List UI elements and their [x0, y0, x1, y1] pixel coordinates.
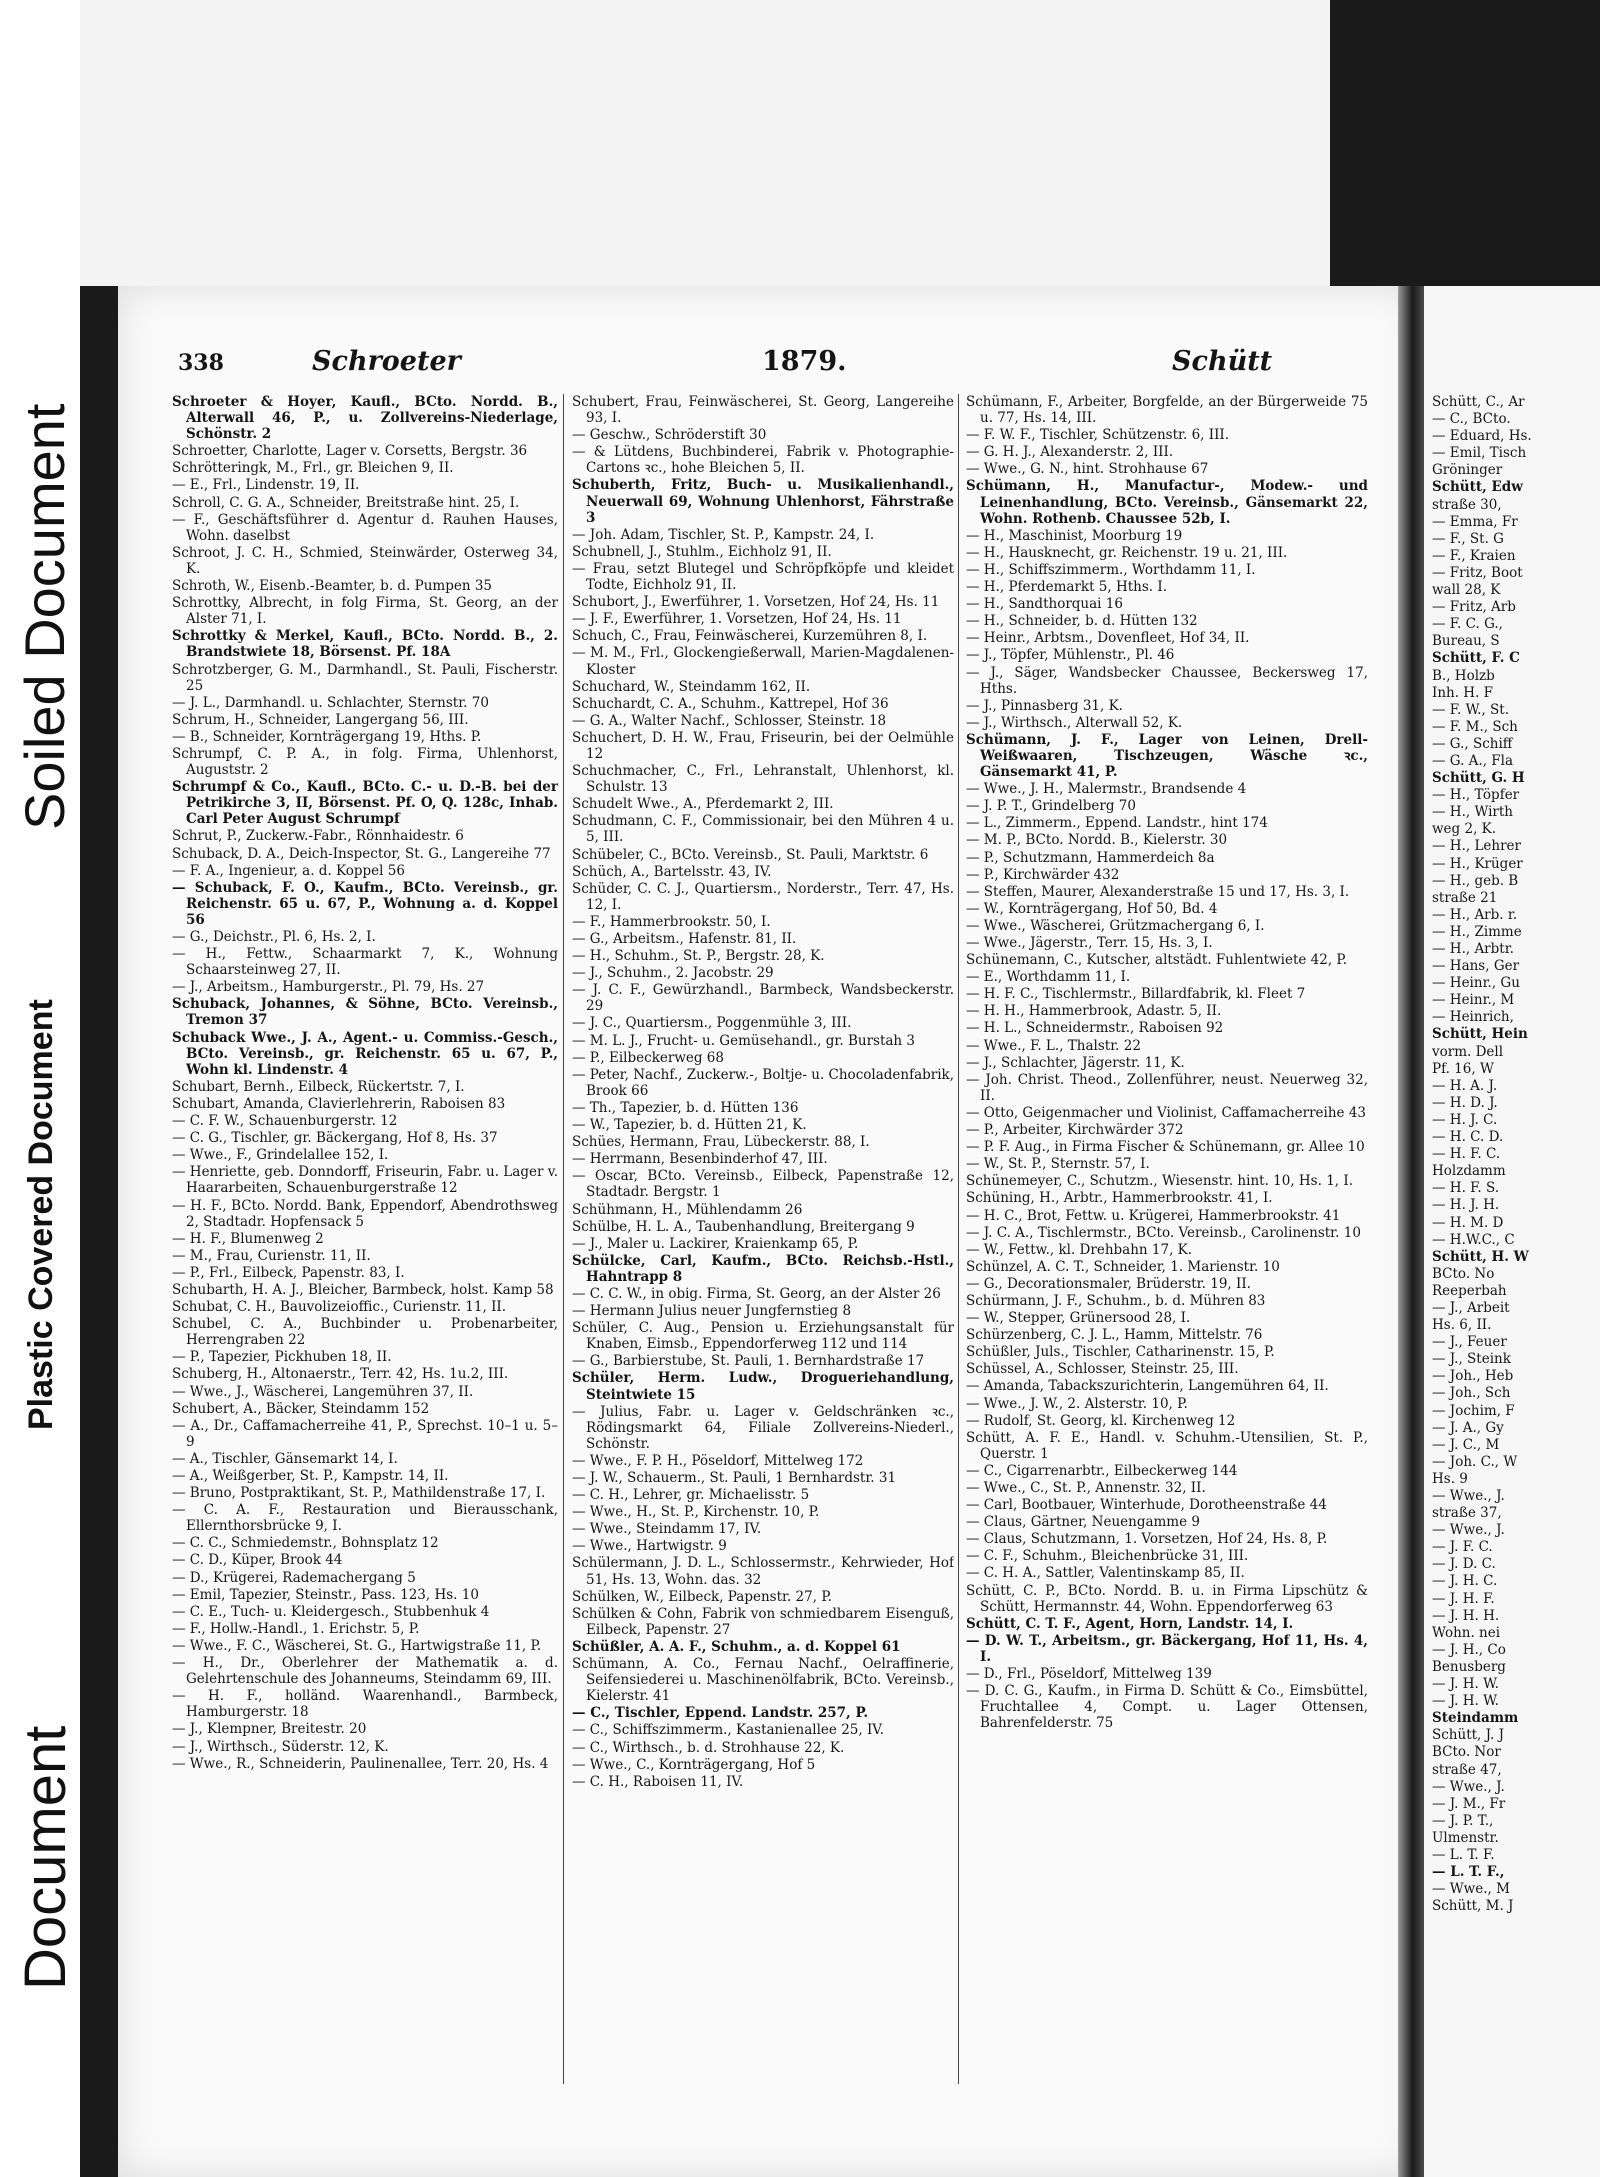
directory-entry: — H., Arbtr. — [1432, 941, 1514, 957]
directory-entry: Schüssel, A., Schlosser, Steinstr. 25, III. — [966, 1361, 1239, 1378]
directory-entry: — Bruno, Postpraktikant, St. P., Mathildenstraße 17, I. — [172, 1485, 546, 1502]
directory-entry: Schüning, H., Arbtr., Hammerbrookstr. 41, I. — [966, 1190, 1273, 1207]
directory-entry: — E., Worthdamm 11, I. — [966, 969, 1131, 986]
directory-entry: Schrötteringk, M., Frl., gr. Bleichen 9, II. — [172, 460, 454, 477]
directory-entry: — F., Kraien — [1432, 547, 1516, 564]
directory-entry: Schütt, C. T. F., Agent, Horn, Landstr. 14, I. — [966, 1615, 1294, 1632]
directory-entry: — D., Frl., Pöseldorf, Mittelweg 139 — [966, 1666, 1212, 1683]
directory-entry: straße 37, — [1432, 1505, 1502, 1522]
directory-entry: Schubort, J., Ewerführer, 1. Vorsetzen, Hof 24, Hs. 11 — [572, 594, 940, 611]
directory-entry: Schuberg, H., Altonaerstr., Terr. 42, Hs. 1u.2, III. — [172, 1366, 509, 1383]
directory-entry: — W., Tapezier, b. d. Hütten 21, K. — [572, 1117, 807, 1134]
directory-entry: — F. A., Ingenieur, a. d. Koppel 56 — [172, 862, 405, 879]
directory-entry: — J. P. T., — [1432, 1812, 1494, 1829]
directory-entry: — Joh. Adam, Tischler, St. P., Kampstr. 24, I. — [572, 526, 875, 543]
directory-entry: — P., Schutzmann, Hammerdeich 8a — [966, 849, 1215, 866]
directory-entry: Bureau, S — [1432, 633, 1500, 650]
directory-entry: — D. C. G., Kaufm., in Firma D. Schütt & Co., Eimsbüttel, Fruchtallee 4, Compt. u. Lager Ottensen, Bahrenfelderstr. 75 — [966, 1683, 1368, 1732]
directory-entry: — Th., Tapezier, b. d. Hütten 136 — [572, 1099, 799, 1116]
directory-entry: — L. T. F., — [1432, 1864, 1505, 1881]
directory-entry: Schütt, H. W — [1432, 1248, 1529, 1265]
directory-entry: — H. C. D. — [1432, 1129, 1504, 1146]
directory-entry: — J., Klempner, Breitestr. 20 — [172, 1721, 367, 1738]
directory-entry: — J. W., Schauerm., St. Pauli, 1 Bernhardstr. 31 — [572, 1470, 897, 1486]
directory-entry: Schrut, P., Zuckerw.-Fabr., Rönnhaidestr. 6 — [172, 828, 464, 845]
directory-entry: — Heinr., Arbtsm., Dovenfleet, Hof 34, II. — [966, 630, 1250, 647]
directory-entry: Schrumpf, C. P. A., in folg. Firma, Uhlenhorst, Auguststr. 2 — [172, 745, 558, 779]
directory-entry: — Wwe., Wäscherei, Grützmachergang 6, I. — [966, 917, 1265, 934]
directory-entry: — H., Sandthorquai 16 — [966, 596, 1123, 613]
directory-entry: Schümann, F., Arbeiter, Borgfelde, an der Bürgerweide 75 u. 77, Hs. 14, III. — [966, 394, 1368, 427]
directory-entry: — Wwe., J. — [1432, 1522, 1505, 1539]
directory-entry: — J. C. F., Gewürzhandl., Barmbeck, Wandsbeckerstr. 29 — [572, 982, 954, 1015]
directory-entry: — J., Feuer — [1432, 1334, 1507, 1351]
directory-entry: Schrottky & Merkel, Kaufl., BCto. Nordd. B., 2. Brandstwiete 18, Börsenst. Pf. 18A — [172, 628, 558, 661]
directory-entry: — C., Tischler, Eppend. Landstr. 257, P. — [572, 1705, 869, 1722]
directory-entry: BCto. No — [1432, 1265, 1495, 1282]
directory-entry: Schünemann, C., Kutscher, altstädt. Fuhlentwiete 42, P. — [966, 952, 1348, 969]
directory-entry: Schubel, C. A., Buchbinder u. Probenarbeiter, Herrengraben 22 — [172, 1316, 558, 1349]
directory-entry: — Julius, Fabr. u. Lager v. Geldschränken ꝛc., Rödingsmarkt 64, Filiale Zollvereins-Niederl., Schönstr. — [572, 1403, 954, 1452]
directory-entry: — B., Schneider, Kornträgergang 19, Hths. P. — [172, 728, 482, 745]
directory-entry: — C., Cigarrenarbtr., Eilbeckerweg 144 — [966, 1462, 1238, 1479]
directory-entry: — Fritz, Arb — [1432, 599, 1516, 616]
directory-entry: — Wwe., J., Wäscherei, Langemühren 37, II. — [172, 1383, 474, 1400]
directory-entry: Wohn. nei — [1432, 1624, 1501, 1641]
directory-entry: — J., Wirthsch., Süderstr. 12, K. — [172, 1738, 389, 1755]
directory-entry: Schütt, Hein — [1432, 1026, 1528, 1043]
directory-entry: — Wwe., F. P. H., Pöseldorf, Mittelweg 172 — [572, 1452, 864, 1469]
directory-entry: — Wwe., C., Kornträgergang, Hof 5 — [572, 1756, 816, 1773]
directory-entry: Hs. 6, II. — [1432, 1317, 1492, 1334]
directory-entry: Benusberg — [1432, 1658, 1506, 1675]
directory-entry: — Wwe., G. N., hint. Strohhause 67 — [966, 461, 1209, 478]
directory-entry: — J. L., Darmhandl. u. Schlachter, Sternstr. 70 — [172, 694, 489, 711]
directory-entry: Schümann, J. F., Lager von Leinen, Drell-Weißwaaren, Tischzeugen, Wäsche ꝛc., Gänsemarkt 41, P. — [966, 731, 1368, 781]
directory-entry: — Wwe., Steindamm 17, IV. — [572, 1521, 762, 1538]
directory-entry: — Wwe., C., St. P., Annenstr. 32, II. — [966, 1480, 1206, 1496]
directory-entry: — Schuback, F. O., Kaufm., BCto. Vereinsb., gr. Reichenstr. 65 u. 67, P., Wohnung a. d. Koppel 56 — [172, 879, 558, 928]
directory-entry: — J. H. C. — [1432, 1573, 1498, 1590]
directory-entry: — G. A., Fla — [1432, 752, 1514, 769]
directory-entry: — P., Frl., Eilbeck, Papenstr. 83, I. — [172, 1264, 405, 1281]
directory-column-1 — [172, 394, 558, 2094]
directory-entry: — J. P. T., Grindelberg 70 — [966, 798, 1136, 815]
directory-entry: — L., Zimmerm., Eppend. Landstr., hint 174 — [966, 815, 1268, 832]
directory-entry: Schütt, Edw — [1432, 479, 1523, 496]
directory-entry: — J. H. W. — [1432, 1676, 1499, 1693]
directory-entry: — C. F. W., Schauenburgerstr. 12 — [172, 1113, 398, 1130]
directory-entry: — F. M., Sch — [1432, 718, 1518, 735]
directory-entry: — J., Schuhm., 2. Jacobstr. 29 — [572, 965, 774, 982]
directory-entry: — W., St. P., Sternstr. 57, I. — [966, 1156, 1150, 1173]
directory-entry: — G., Schiff — [1432, 735, 1513, 752]
directory-entry: — W., Stepper, Grünersood 28, I. — [966, 1310, 1191, 1327]
directory-entry: — Joh. Christ. Theod., Zollenführer, neust. Neuerweg 32, II. — [966, 1071, 1368, 1104]
directory-entry: Schrotzberger, G. M., Darmhandl., St. Pauli, Fischerstr. 25 — [172, 661, 558, 694]
directory-entry: — A., Dr., Caffamacherreihe 41, P., Sprechst. 10–1 u. 5–9 — [172, 1417, 558, 1450]
directory-entry: Schuback Wwe., J. A., Agent.- u. Commiss.-Gesch., BCto. Vereinsb., gr. Reichenstr. 65 u. 67, P., Wohn kl. Lindenstr. 4 — [172, 1029, 558, 1078]
directory-entry: — Wwe., Hartwigstr. 9 — [572, 1538, 727, 1555]
directory-entry: — Wwe., J. — [1432, 1778, 1505, 1795]
directory-entry: — Wwe., Jägerstr., Terr. 15, Hs. 3, I. — [966, 935, 1213, 951]
directory-entry: Steindamm — [1432, 1710, 1519, 1727]
directory-entry: Schüler, Herm. Ludw., Drogueriehandlung, Steintwiete 15 — [572, 1370, 954, 1403]
directory-entry: — Heinr., Gu — [1432, 975, 1520, 992]
directory-entry: Schülken, W., Eilbeck, Papenstr. 27, P. — [572, 1588, 832, 1605]
directory-entry: — Oscar, BCto. Vereinsb., Eilbeck, Papenstraße 12, Stadtadr. Bergstr. 1 — [572, 1168, 954, 1201]
directory-entry: — C. H., Raboisen 11, IV. — [572, 1773, 744, 1790]
directory-entry: — C. H., Lehrer, gr. Michaelisstr. 5 — [572, 1487, 810, 1504]
directory-entry: — Claus, Schutzmann, 1. Vorsetzen, Hof 24, Hs. 8, P. — [966, 1531, 1328, 1548]
directory-entry: — Geschw., Schröderstift 30 — [572, 427, 767, 444]
directory-entry: Ulmenstr. — [1432, 1829, 1499, 1846]
directory-entry: Schrottky, Albrecht, in folg Firma, St. Georg, an der Alster 71, I. — [172, 595, 558, 628]
directory-entry: Inh. H. F — [1432, 684, 1494, 701]
directory-entry: — Joh., Heb — [1432, 1368, 1514, 1385]
directory-entry: — Eduard, Hs. — [1432, 428, 1532, 445]
directory-entry: Schütt, G. H — [1432, 770, 1525, 787]
directory-entry: — Wwe., F. L., Thalstr. 22 — [966, 1037, 1141, 1054]
directory-entry: Holzdamm — [1432, 1163, 1506, 1180]
directory-entry: Pf. 16, W — [1432, 1060, 1494, 1077]
directory-entry: — H.W.C., C — [1432, 1231, 1515, 1248]
directory-entry: — E., Frl., Lindenstr. 19, II. — [172, 477, 360, 494]
directory-entry: — Wwe., J. W., 2. Alsterstr. 10, P. — [966, 1395, 1188, 1412]
directory-entry: — J. D. C. — [1432, 1556, 1496, 1573]
directory-entry: — Frau, setzt Blutegel und Schröpfköpfe und kleidet Todte, Eichholz 91, II. — [572, 560, 954, 594]
directory-entry: — C. C. W., in obig. Firma, St. Georg, an der Alster 26 — [572, 1285, 941, 1302]
directory-entry: — H. C., Brot, Fettw. u. Krügerei, Hammerbrookstr. 41 — [966, 1207, 1341, 1224]
plastic-covered-document-label: Plastic Covered Document — [22, 999, 60, 1430]
directory-entry: — G., Arbeitsm., Hafenstr. 81, II. — [572, 931, 797, 947]
directory-entry: — Amanda, Tabackszurichterin, Langemühren 64, II. — [966, 1378, 1329, 1395]
directory-entry: — H., Schiffszimmerm., Worthdamm 11, I. — [966, 561, 1256, 578]
directory-entry: Schubert, A., Bäcker, Steindamm 152 — [172, 1400, 430, 1417]
directory-entry: Hs. 9 — [1432, 1470, 1468, 1487]
directory-entry: Schülcke, Carl, Kaufm., BCto. Reichsb.-Hstl., Hahntrapp 8 — [572, 1252, 954, 1285]
directory-entry: Schroll, C. G. A., Schneider, Breitstraße hint. 25, I. — [172, 494, 520, 511]
directory-entry: Schudelt Wwe., A., Pferdemarkt 2, III. — [572, 796, 834, 813]
directory-entry: Schütt, J. J — [1432, 1727, 1504, 1744]
directory-entry: Schütt, F. C — [1432, 650, 1520, 667]
directory-entry: — Claus, Gärtner, Neuengamme 9 — [966, 1514, 1200, 1531]
directory-entry: Schüßler, A. A. F., Schuhm., a. d. Koppel 61 — [572, 1638, 901, 1655]
directory-entry: Schütt, C., Ar — [1432, 394, 1525, 410]
directory-entry: Schroetter, Charlotte, Lager v. Corsetts, Bergstr. 36 — [172, 443, 528, 460]
directory-entry: Schuback, D. A., Deich-Inspector, St. G., Langereihe 77 — [172, 845, 551, 862]
directory-entry: — J., Schlachter, Jägerstr. 11, K. — [966, 1054, 1185, 1071]
directory-entry: — H., Pferdemarkt 5, Hths. I. — [966, 579, 1167, 596]
directory-entry: — F. W., St. — [1432, 701, 1509, 718]
directory-entry: Schüch, A., Bartelsstr. 43, IV. — [572, 863, 772, 880]
directory-entry: — H. J. H. — [1432, 1197, 1500, 1214]
directory-entry: — Otto, Geigenmacher und Violinist, Caffamacherreihe 43 — [966, 1104, 1367, 1121]
directory-entry: — H., Zimme — [1432, 923, 1522, 940]
directory-entry: — Hermann Julius neuer Jungfernstieg 8 — [572, 1303, 852, 1320]
directory-entry: — P., Tapezier, Pickhuben 18, II. — [172, 1349, 392, 1366]
directory-entry: Schuberth, Fritz, Buch- u. Musikalienhandl., Neuerwall 69, Wohnung Uhlenhorst, Fährstraße 3 — [572, 477, 954, 526]
directory-entry: — H., Dr., Oberlehrer der Mathematik a. d. Gelehrtenschule des Johanneums, Steindamm 69, III. — [172, 1655, 558, 1688]
directory-entry: Gröninger — [1432, 462, 1503, 479]
directory-entry: Schürmann, J. F., Schuhm., b. d. Mühren 83 — [966, 1292, 1266, 1309]
directory-entry: Schudmann, C. F., Commissionair, bei den Mühren 4 u. 5, III. — [572, 813, 954, 846]
scanner-top-band — [80, 0, 1330, 286]
scan-margin — [0, 0, 80, 2177]
directory-entry: Reeperbah — [1432, 1282, 1507, 1299]
directory-entry: BCto. Nor — [1432, 1744, 1501, 1761]
directory-entry: — F., Geschäftsführer d. Agentur d. Rauhen Hauses, Wohn. daselbst — [172, 511, 558, 544]
directory-entry: — Wwe., H., St. P., Kirchenstr. 10, P. — [572, 1504, 820, 1521]
directory-entry: — H. F., BCto. Nordd. Bank, Eppendorf, Abendrothsweg 2, Stadtadr. Hopfensack 5 — [172, 1197, 558, 1230]
directory-entry: — P., Arbeiter, Kirchwärder 372 — [966, 1122, 1184, 1139]
directory-entry: — H., Krüger — [1432, 855, 1523, 872]
directory-entry: — Rudolf, St. Georg, kl. Kirchenweg 12 — [966, 1412, 1236, 1429]
directory-entry: — Henriette, geb. Donndorff, Friseurin, Fabr. u. Lager v. Haararbeiten, Schauenburgerstraße 12 — [172, 1164, 558, 1197]
directory-entry: — Wwe., R., Schneiderin, Paulinenallee, Terr. 20, Hs. 4 — [172, 1755, 549, 1772]
directory-entry: — H., Schuhm., St. P., Bergstr. 28, K. — [572, 948, 825, 965]
directory-entry: Schüler, C. Aug., Pension u. Erziehungsanstalt für Knaben, Eimsb., Eppendorferweg 112 und 114 — [572, 1320, 954, 1353]
directory-entry: — F., Hammerbrookstr. 50, I. — [572, 913, 771, 930]
directory-entry: — J. H. W. — [1432, 1693, 1499, 1710]
directory-entry: — H. D. J. — [1432, 1094, 1498, 1111]
running-head-year: 1879. — [762, 346, 847, 377]
directory-entry: — H. F., Blumenweg 2 — [172, 1230, 324, 1247]
directory-entry: — A., Tischler, Gänsemarkt 14, I. — [172, 1450, 398, 1467]
directory-entry: — J. C. A., Tischlermstr., BCto. Vereinsb., Carolinenstr. 10 — [966, 1224, 1361, 1241]
directory-entry: Schrum, H., Schneider, Langergang 56, III. — [172, 711, 469, 728]
directory-entry: — F., Hollw.-Handl., 1. Erichstr. 5, P. — [172, 1620, 420, 1637]
directory-entry: — H. J. C. — [1432, 1111, 1498, 1128]
directory-entry: — H., Fettw., Schaarmarkt 7, K., Wohnung Schaarsteinweg 27, II. — [172, 946, 558, 979]
column-rule — [958, 394, 959, 2084]
directory-entry: — & Lütdens, Buchbinderei, Fabrik v. Photographie-Cartons ꝛc., hohe Bleichen 5, II. — [572, 444, 954, 477]
directory-entry: — Emma, Fr — [1432, 513, 1518, 530]
directory-entry: Schülermann, J. D. L., Schlossermstr., Kehrwieder, Hof 51, Hs. 13, Wohn. das. 32 — [572, 1555, 954, 1588]
directory-entry: Schubat, C. H., Bauvolizeioffic., Curienstr. 11, II. — [172, 1299, 507, 1316]
directory-entry: Schüder, C. C. J., Quartiersm., Norderstr., Terr. 47, Hs. 12, I. — [572, 880, 954, 913]
directory-entry: — F. W. F., Tischler, Schützenstr. 6, III. — [966, 427, 1230, 444]
directory-entry: — C., Wirthsch., b. d. Strohhause 22, K. — [572, 1739, 845, 1756]
directory-entry: — H. A. J. — [1432, 1077, 1498, 1094]
directory-entry: — J., Steink — [1432, 1351, 1511, 1368]
directory-entry: — Wwe., M — [1432, 1881, 1510, 1898]
directory-entry: straße 21 — [1432, 889, 1498, 906]
directory-entry: Schuch, C., Frau, Feinwäscherei, Kurzemühren 8, I. — [572, 628, 928, 645]
directory-entry: Schühmann, H., Mühlendamm 26 — [572, 1201, 803, 1218]
directory-entry: — H., Wirth — [1432, 804, 1513, 821]
directory-entry: — M. L. J., Frucht- u. Gemüsehandl., gr. Burstah 3 — [572, 1032, 916, 1049]
directory-entry: — H. F. S. — [1432, 1180, 1500, 1197]
directory-entry: — H. F. C., Tischlermstr., Billardfabrik, kl. Fleet 7 — [966, 986, 1306, 1003]
directory-entry: Schübeler, C., BCto. Vereinsb., St. Pauli, Marktstr. 6 — [572, 846, 929, 863]
directory-entry: — G., Barbierstube, St. Pauli, 1. Bernhardstraße 17 — [572, 1353, 925, 1370]
directory-column-2 — [572, 394, 954, 2094]
directory-entry: — Emil, Tapezier, Steinstr., Pass. 123, Hs. 10 — [172, 1586, 479, 1603]
directory-entry: straße 30, — [1432, 496, 1502, 513]
directory-entry: weg 2, K. — [1432, 821, 1497, 838]
directory-entry: — H. L., Schneidermstr., Raboisen 92 — [966, 1020, 1224, 1037]
directory-entry: — M. P., BCto. Nordd. B., Kielerstr. 30 — [966, 832, 1228, 849]
directory-entry: Schünemeyer, C., Schutzm., Wiesenstr. hint. 10, Hs. 1, I. — [966, 1173, 1353, 1190]
directory-entry: — A., Weißgerber, St. P., Kampstr. 14, II. — [172, 1468, 449, 1484]
directory-entry: — Fritz, Boot — [1432, 564, 1523, 581]
directory-entry: — C., BCto. — [1432, 411, 1511, 428]
directory-entry: — C., Schiffszimmerm., Kastanienallee 25, IV. — [572, 1722, 884, 1739]
directory-entry: — J., Töpfer, Mühlenstr., Pl. 46 — [966, 647, 1175, 664]
directory-entry: — J. H., Co — [1432, 1641, 1506, 1658]
directory-entry: — Hans, Ger — [1432, 958, 1520, 975]
directory-entry: — F., St. G — [1432, 530, 1504, 547]
directory-entry: Schuback, Johannes, & Söhne, BCto. Vereinsb., Tremon 37 — [172, 996, 558, 1029]
directory-entry: — H., geb. B — [1432, 872, 1519, 889]
directory-entry: Schütt, M. J — [1432, 1898, 1514, 1915]
directory-entry: — D., Krügerei, Rademachergang 5 — [172, 1569, 416, 1586]
directory-entry: — J., Säger, Wandsbecker Chaussee, Beckersweg 17, Hths. — [966, 664, 1368, 697]
book-gutter — [1398, 286, 1424, 2177]
directory-entry: — J. F., Ewerführer, 1. Vorsetzen, Hof 24, Hs. 11 — [572, 611, 902, 628]
directory-entry: — J., Maler u. Lackirer, Kraienkamp 65, P. — [572, 1235, 859, 1252]
directory-entry: — H., Töpfer — [1432, 787, 1520, 804]
directory-entry: — Heinr., M — [1432, 992, 1515, 1009]
directory-entry: — J. M., Fr — [1432, 1795, 1506, 1812]
directory-column-4-partial — [1432, 394, 1600, 2094]
directory-entry: — P., Kirchwärder 432 — [966, 866, 1120, 883]
directory-entry: — L. T. F. — [1432, 1846, 1495, 1863]
directory-entry: — C. A. F., Restauration und Bierausschank, Ellernthorsbrücke 9, I. — [172, 1502, 558, 1535]
directory-entry: — J. H. F. — [1432, 1590, 1495, 1607]
directory-entry: — H., Lehrer — [1432, 838, 1521, 855]
directory-entry: — Joh. C., W — [1432, 1453, 1518, 1470]
directory-entry: — Steffen, Maurer, Alexanderstraße 15 und 17, Hs. 3, I. — [966, 883, 1350, 900]
directory-entry: Schümann, H., Manufactur-, Modew.- und Leinenhandlung, BCto. Vereinsb., Gänsemarkt 22, Wohn. Rothenb. Chaussee 52b, I. — [966, 478, 1368, 527]
directory-entry: — Joh., Sch — [1432, 1385, 1511, 1402]
directory-entry: — H., Arb. r. — [1432, 906, 1518, 923]
directory-entry: — P. F. Aug., in Firma Fischer & Schünemann, gr. Allee 10 — [966, 1139, 1365, 1156]
directory-entry: Schuchert, D. H. W., Frau, Friseurin, bei der Oelmühle 12 — [572, 729, 954, 762]
directory-entry: Schroeter & Hoyer, Kaufl., BCto. Nordd. B., Alterwall 46, P., u. Zollvereins-Niederlage, Schönstr. 2 — [172, 394, 558, 443]
directory-entry: — W., Fettw., kl. Drehbahn 17, K. — [966, 1241, 1193, 1258]
directory-column-3 — [966, 394, 1368, 2094]
directory-entry: — D. W. T., Arbeitsm., gr. Bäckergang, Hof 11, Hs. 4, I. — [966, 1632, 1368, 1665]
page-number: 338 — [178, 350, 224, 376]
directory-entry: — M., Frau, Curienstr. 11, II. — [172, 1247, 371, 1264]
directory-entry: Schürzenberg, C. J. L., Hamm, Mittelstr. 76 — [966, 1327, 1263, 1344]
directory-entry: Schües, Hermann, Frau, Lübeckerstr. 88, I. — [572, 1134, 870, 1151]
directory-entry: — G., Deichstr., Pl. 6, Hs. 2, I. — [172, 929, 376, 945]
running-head-left: Schroeter — [312, 346, 461, 377]
directory-entry: Schroot, J. C. H., Schmied, Steinwärder, Osterweg 34, K. — [172, 544, 558, 577]
directory-entry: — J., Arbeitsm., Hamburgerstr., Pl. 79, Hs. 27 — [172, 979, 485, 996]
directory-entry: — Wwe., F., Grindelallee 152, I. — [172, 1147, 389, 1164]
directory-entry: Schubarth, H. A. J., Bleicher, Barmbeck, holst. Kamp 58 — [172, 1281, 554, 1298]
directory-entry: Schütt, C. P., BCto. Nordd. B. u. in Firma Lipschütz & Schütt, Hermannstr. 44, Wohn. Eppendorferweg 63 — [966, 1582, 1368, 1615]
directory-entry: Schubert, Frau, Feinwäscherei, St. Georg, Langereihe 93, I. — [572, 394, 954, 427]
directory-entry: — J., Pinnasberg 31, K. — [966, 697, 1123, 714]
directory-entry: — F. C. G., — [1432, 616, 1503, 633]
directory-entry: Schuchard, W., Steindamm 162, II. — [572, 678, 811, 695]
directory-entry: — C. F., Schuhm., Bleichenbrücke 31, III. — [966, 1548, 1249, 1565]
directory-entry: — H., Schneider, b. d. Hütten 132 — [966, 613, 1198, 630]
directory-entry: — G. H. J., Alexanderstr. 2, III. — [966, 444, 1174, 461]
directory-entry: Schubart, Bernh., Eilbeck, Rückertstr. 7, I. — [172, 1078, 465, 1095]
directory-entry: Schülken & Cohn, Fabrik von schmiedbarem Eisenguß, Eilbeck, Papenstr. 27 — [572, 1605, 954, 1638]
directory-entry: Schütt, A. F. E., Handl. v. Schuhm.-Utensilien, St. P., Querstr. 1 — [966, 1429, 1368, 1462]
directory-entry: — Herrmann, Besenbinderhof 47, III. — [572, 1151, 828, 1168]
directory-entry: — M. M., Frl., Glockengießerwall, Marien-Magdalenen-Kloster — [572, 645, 954, 678]
directory-entry: vorm. Dell — [1432, 1043, 1504, 1060]
directory-entry: wall 28, K — [1432, 582, 1501, 599]
directory-entry: — Peter, Nachf., Zuckerw.-, Boltje- u. Chocoladenfabrik, Brook 66 — [572, 1066, 954, 1099]
directory-entry: Schüßler, Juls., Tischler, Catharinenstr. 15, P. — [966, 1344, 1275, 1361]
directory-entry: — Heinrich, — [1432, 1009, 1514, 1026]
directory-entry: — Wwe., F. C., Wäscherei, St. G., Hartwigstraße 11, P. — [172, 1637, 542, 1654]
directory-entry: — H., Maschinist, Moorburg 19 — [966, 527, 1183, 544]
directory-entry: Schrumpf & Co., Kaufl., BCto. C.- u. D.-B. bei der Petrikirche 3, II, Börsenst. Pf. O, Q. 128c, Inhab. Carl Peter August Schrumpf — [172, 779, 558, 828]
running-head-right: Schütt — [1172, 346, 1273, 377]
directory-entry: — C. D., Küper, Brook 44 — [172, 1552, 343, 1569]
directory-entry: — Emil, Tisch — [1432, 445, 1527, 462]
directory-entry: Schroth, W., Eisenb.-Beamter, b. d. Pumpen 35 — [172, 578, 493, 595]
directory-entry: — Wwe., J. H., Malermstr., Brandsende 4 — [966, 781, 1247, 798]
soiled-document-label: Soiled Document — [13, 403, 76, 830]
directory-entry: — P., Eilbeckerweg 68 — [572, 1049, 724, 1066]
directory-entry: — H. H., Hammerbrook, Adastr. 5, II. — [966, 1003, 1222, 1020]
directory-entry: — G. A., Walter Nachf., Schlosser, Steinstr. 18 — [572, 712, 887, 729]
directory-entry: Schünzel, A. C. T., Schneider, 1. Marienstr. 10 — [966, 1258, 1280, 1275]
column-rule — [563, 394, 564, 2084]
directory-entry: Schubnell, J., Stuhlm., Eichholz 91, II. — [572, 543, 832, 560]
directory-entry: — Jochim, F — [1432, 1402, 1515, 1419]
directory-entry: — C. C., Schmiedemstr., Bohnsplatz 12 — [172, 1535, 439, 1552]
directory-entry: — H. F. C. — [1432, 1146, 1501, 1163]
directory-entry: — J. F. C. — [1432, 1539, 1493, 1556]
directory-entry: — C. G., Tischler, gr. Bäckergang, Hof 8, Hs. 37 — [172, 1130, 498, 1147]
directory-entry: Schuchmacher, C., Frl., Lehranstalt, Uhlenhorst, kl. Schulstr. 13 — [572, 763, 954, 796]
directory-entry: — J., Arbeit — [1432, 1299, 1510, 1316]
directory-entry: — H. M. D — [1432, 1214, 1504, 1231]
directory-entry: — W., Kornträgergang, Hof 50, Bd. 4 — [966, 900, 1218, 917]
directory-entry: Schümann, A. Co., Fernau Nachf., Oelraffinerie, Seifensiederei u. Maschinenölfabrik, BCto. Vereinsb., Kielerstr. 41 — [572, 1656, 954, 1705]
directory-entry: — G., Decorationsmaler, Brüderstr. 19, II. — [966, 1275, 1251, 1292]
directory-entry: Schubart, Amanda, Clavierlehrerin, Raboisen 83 — [172, 1095, 506, 1112]
directory-entry: — J. C., M — [1432, 1436, 1500, 1453]
directory-entry: straße 47, — [1432, 1761, 1502, 1778]
directory-entry: — Wwe., J. — [1432, 1488, 1505, 1504]
directory-entry: — J., Wirthsch., Alterwall 52, K. — [966, 714, 1183, 731]
directory-entry: — Carl, Bootbauer, Winterhude, Dorotheenstraße 44 — [966, 1497, 1327, 1514]
directory-entry: Schuchardt, C. A., Schuhm., Kattrepel, Hof 36 — [572, 695, 889, 712]
document-label: Document — [13, 1725, 78, 1990]
running-head — [172, 346, 1362, 384]
directory-entry: — C. H. A., Sattler, Valentinskamp 85, II. — [966, 1565, 1245, 1582]
directory-entry: — H. F., holländ. Waarenhandl., Barmbeck, Hamburgerstr. 18 — [172, 1688, 558, 1721]
directory-entry: Schülbe, H. L. A., Taubenhandlung, Breitergang 9 — [572, 1218, 915, 1235]
directory-entry: — C. E., Tuch- u. Kleidergesch., Stubbenhuk 4 — [172, 1603, 490, 1620]
directory-entry: — H., Hausknecht, gr. Reichenstr. 19 u. 21, III. — [966, 544, 1288, 561]
directory-entry: B., Holzb — [1432, 667, 1495, 684]
directory-entry: — J. A., Gy — [1432, 1419, 1504, 1436]
directory-entry: — J. C., Quartiersm., Poggenmühle 3, III. — [572, 1015, 852, 1032]
directory-entry: — J. H. H. — [1432, 1607, 1500, 1624]
